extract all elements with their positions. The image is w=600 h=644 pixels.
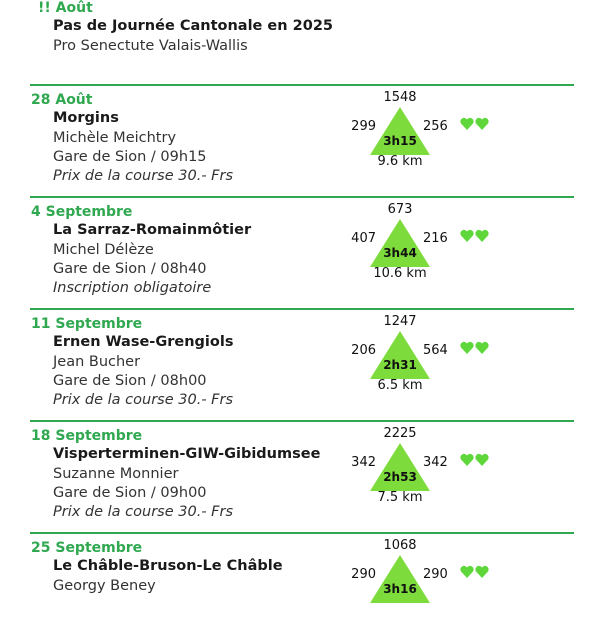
event-note: Prix de la course 30.- Frs — [53, 168, 234, 184]
event-date: 11 Septembre — [31, 316, 143, 332]
event-date: 4 Septembre — [31, 204, 133, 220]
event-leader: Georgy Beney — [53, 578, 156, 594]
divider — [30, 196, 574, 198]
event-item — [0, 196, 600, 308]
duration: 3h16 — [383, 582, 417, 596]
event-note: Prix de la course 30.- Frs — [53, 392, 234, 408]
divider — [30, 420, 574, 422]
difficulty-hearts-icon — [460, 453, 490, 467]
intro-date: !! Août — [38, 0, 93, 16]
event-item — [0, 308, 600, 420]
descent-value: 290 — [423, 567, 448, 582]
descent-value: 564 — [423, 343, 448, 358]
event-place: Le Châble-Bruson-Le Châble — [53, 558, 283, 574]
intro-section — [38, 0, 578, 70]
ascent-value: 407 — [351, 231, 376, 246]
event-note: Inscription obligatoire — [53, 280, 212, 296]
event-place: Visperterminen-GIW-Gibidumsee — [53, 446, 321, 462]
difficulty-hearts-icon — [460, 117, 490, 131]
ascent-value: 299 — [351, 119, 376, 134]
event-leader: Michel Délèze — [53, 242, 154, 258]
event-note: Prix de la course 30.- Frs — [53, 504, 234, 520]
event-leader: Suzanne Monnier — [53, 466, 179, 482]
intro-org: Pro Senectute Valais-Wallis — [53, 38, 248, 54]
difficulty-hearts-icon — [460, 565, 490, 579]
event-leader: Michèle Meichtry — [53, 130, 177, 146]
divider — [30, 84, 574, 86]
descent-value: 256 — [423, 119, 448, 134]
distance: 6.5 km — [377, 378, 423, 393]
duration: 3h44 — [383, 246, 417, 260]
distance: 9.6 km — [377, 154, 423, 169]
max-altitude: 1548 — [383, 90, 417, 105]
max-altitude: 1068 — [383, 538, 417, 553]
event-date: 25 Septembre — [31, 540, 143, 556]
duration: 3h15 — [383, 134, 417, 148]
max-altitude: 673 — [387, 202, 413, 217]
event-item — [0, 84, 600, 196]
event-meeting: Gare de Sion / 08h40 — [53, 261, 207, 277]
distance: 10.6 km — [373, 266, 427, 281]
max-altitude: 2225 — [383, 426, 417, 441]
event-item — [0, 532, 600, 644]
event-place: Ernen Wase-Grengiols — [53, 334, 234, 350]
event-place: La Sarraz-Romainmôtier — [53, 222, 252, 238]
max-altitude: 1247 — [383, 314, 417, 329]
ascent-value: 342 — [351, 455, 376, 470]
event-item — [0, 420, 600, 532]
descent-value: 342 — [423, 455, 448, 470]
intro-title: Pas de Journée Cantonale en 2025 — [53, 18, 333, 34]
event-date: 18 Septembre — [31, 428, 143, 444]
distance: 7.5 km — [377, 490, 423, 505]
descent-value: 216 — [423, 231, 448, 246]
event-place: Morgins — [53, 110, 119, 126]
event-meeting: Gare de Sion / 08h00 — [53, 373, 207, 389]
event-meeting: Gare de Sion / 09h00 — [53, 485, 207, 501]
divider — [30, 308, 574, 310]
ascent-value: 206 — [351, 343, 376, 358]
event-meeting: Gare de Sion / 09h15 — [53, 149, 207, 165]
event-date: 28 Août — [31, 92, 93, 108]
event-leader: Jean Bucher — [53, 354, 141, 370]
divider — [30, 532, 574, 534]
duration: 2h31 — [383, 358, 417, 372]
ascent-value: 290 — [351, 567, 376, 582]
duration: 2h53 — [383, 470, 417, 484]
difficulty-hearts-icon — [460, 341, 490, 355]
difficulty-hearts-icon — [460, 229, 490, 243]
